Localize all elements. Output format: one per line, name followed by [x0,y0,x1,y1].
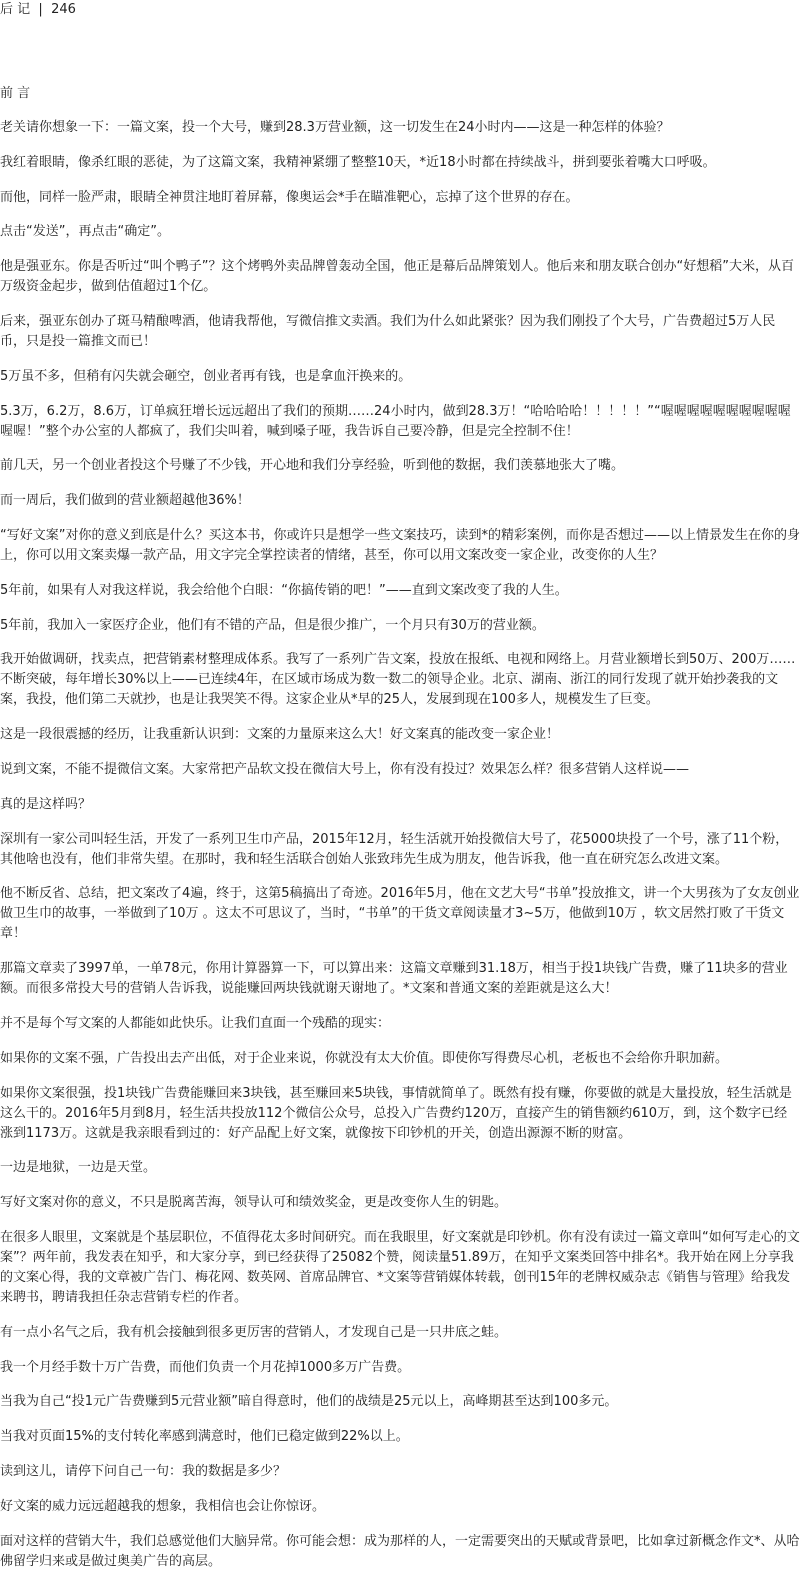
paragraph: 我开始做调研，找卖点，把营销素材整理成体系。我写了一系列广告文案，投放在报纸、电视和网络上。月营业额增长到50万、200万……不断突破，每年增长30%以上——已连续4年，在区域市场成为数一数二的领导企业。北京、湖南、浙江的同行发现了就开始抄袭我的文案，我投，他们第二天就抄，也是让我哭笑不得。这家企业从*早的25人，发展到现在100多人，规模发生了巨变。 [0,652,796,708]
paragraph: 后来，强亚东创办了斑马精酿啤酒，他请我帮他，写微信推文卖酒。我们为什么如此紧张？因为我们刚投了个大号，广告费超过5万人民币，只是投一篇推文而已！ [0,313,776,349]
paragraph: 真的是这样吗？ [0,796,92,812]
header-separator: | [38,2,43,17]
paragraph: 好文案的威力远远超越我的想象，我相信也会让你惊讶。 [0,1498,326,1514]
paragraph: 一边是地狱，一边是天堂。 [0,1160,157,1176]
paragraph: 他是强亚东。你是否听过“叫个鸭子”？这个烤鸭外卖品牌曾轰动全国，他正是幕后品牌策划人。他后来和朋友联合创办“好想稻”大米，从百万级资金起步，做到估值超过1个亿。 [0,259,794,295]
page-header [0,2,76,18]
paragraph: 当我为自己“投1元广告费赚到5元营业额”暗自得意时，他们的战绩是25元以上，高峰期甚至达到100多元。 [0,1394,618,1410]
paragraph: 并不是每个写文案的人都能如此快乐。让我们直面一个残酷的现实： [0,1015,391,1031]
page-number: 246 [51,2,76,17]
paragraph: 5.3万，6.2万，8.6万，订单疯狂增长远远超出了我们的预期……24小时内，做到28.3万！“哈哈哈哈！！！！！”“喔喔喔喔喔喔喔喔喔喔喔喔！”整个办公室的人都疯了，我们尖叫着，喊到嗓子哑，我告诉自己要冷静，但是完全控制不住！ [0,403,791,439]
body-text [0,118,800,1586]
paragraph: 5年前，如果有人对我这样说，我会给他个白眼：“你搞传销的吧！”——直到文案改变了我的人生。 [0,582,568,598]
paragraph: 5年前，我加入一家医疗企业，他们有不错的产品，但是很少推广，一个月只有30万的营业额。 [0,617,545,633]
paragraph: 前几天，另一个创业者投这个号赚了不少钱，开心地和我们分享经验，听到他的数据，我们羡慕地张大了嘴。 [0,458,625,474]
paragraph: 写好文案对你的意义，不只是脱离苦海，领导认可和绩效奖金，更是改变你人生的钥匙。 [0,1195,508,1211]
paragraph: 说到文案，不能不提微信文案。大家常把产品软文投在微信大号上，你有没有投过？效果怎么样？很多营销人这样说—— [0,761,690,777]
paragraph: 我红着眼睛，像杀红眼的恶徒，为了这篇文案，我精神紧绷了整整10天，*近18小时都在持续战斗，拼到要张着嘴大口呼吸。 [0,154,716,170]
paragraph: 我一个月经手数十万广告费，而他们负责一个月花掉1000多万广告费。 [0,1359,411,1375]
chapter-label: 后 记 [0,2,31,17]
paragraph: 如果你文案很强，投1块钱广告费能赚回来3块钱，甚至赚回来5块钱，事情就简单了。既然有投有赚，你要做的就是大量投放，轻生活就是这么干的。2016年5月到8月，轻生活共投放112个微信公众号，总投入广告费约120万，直接产生的销售额约610万，到，这个数字已经涨到1173万。这就是我亲眼看到过的：好产品配上好文案，就像按下印钞机的开关，创造出源源不断的财富。 [0,1085,792,1141]
paragraph: 读到这儿，请停下问自己一句：我的数据是多少？ [0,1463,287,1479]
paragraph: 老关请你想象一下：一篇文案，投一个大号，赚到28.3万营业额，这一切发生在24小时内——这是一种怎样的体验？ [0,120,670,135]
paragraph: 点击“发送”，再点击“确定”。 [0,224,170,240]
paragraph: 他不断反省、总结，把文案改了4遍，终于，这第5稿搞出了奇迹。2016年5月，他在文艺大号“书单”投放推文，讲一个大男孩为了女友创业做卫生巾的故事，一举做到了10万 。这太不可思议了，当时，“书单”的干货文章阅读量才3~5万，他做到10万 ，软文居然打败了干货文章！ [0,886,800,942]
paragraph: 面对这样的营销大牛，我们总感觉他们大脑异常。你可能会想：成为那样的人，一定需要突出的天赋或背景吧，比如拿过新概念作文*、从哈佛留学归来或是做过奥美广告的高层。 [0,1533,800,1569]
paragraph: 那篇文章卖了3997单，一单78元，你用计算器算一下，可以算出来：这篇文章赚到31.18万，相当于投1块钱广告费，赚了11块多的营业额。而很多常投大号的营销人告诉我，说能赚回两块钱就谢天谢地了。*文案和普通文案的差距就是这么大！ [0,961,788,997]
paragraph: 深圳有一家公司叫轻生活，开发了一系列卫生巾产品，2015年12月，轻生活就开始投微信大号了，花5000块投了一个号，涨了11个粉，其他啥也没有，他们非常失望。在那时，我和轻生活联合创始人张致玮先生成为朋友，他告诉我，他一直在研究怎么改进文案。 [0,831,789,867]
paragraph: 有一点小名气之后，我有机会接触到很多更厉害的营销人，才发现自己是一只井底之蛙。 [0,1324,508,1340]
paragraph: 在很多人眼里，文案就是个基层职位，不值得花太多时间研究。而在我眼里，好文案就是印钞机。你有没有读过一篇文章叫“如何写走心的文案”？两年前，我发表在知乎，和大家分享，到已经获得了25082个赞，阅读量51.89万，在知乎文案类回答中排名*。我开始在网上分享我的文案心得，我的文章被广告门、梅花网、数英网、首席品牌官、*文案等营销媒体转载，创刊15年的老牌权威杂志《销售与管理》给我发来聘书，聘请我担任杂志营销专栏的作者。 [0,1229,800,1305]
paragraph: “写好文案”对你的意义到底是什么？买这本书，你或许只是想学一些文案技巧，读到*的精彩案例，而你是否想过——以上情景发生在你的身上，你可以用文案卖爆一款产品，用文字完全掌控读者的情绪，甚至，你可以用文案改变一家企业，改变你的人生？ [0,527,800,563]
paragraph: 5万虽不多，但稍有闪失就会砸空，创业者再有钱，也是拿血汗换来的。 [0,368,412,384]
paragraph: 这是一段很震撼的经历，让我重新认识到：文案的力量原来这么大！好文案真的能改变一家企业！ [0,727,560,743]
paragraph: 而一周后，我们做到的营业额超越他36%！ [0,493,250,509]
paragraph: 而他，同样一脸严肃，眼睛全神贯注地盯着屏幕，像奥运会*手在瞄准靶心，忘掉了这个世界的存在。 [0,189,579,205]
paragraph: 如果你的文案不强，广告投出去产出低，对于企业来说，你就没有太大价值。即使你写得费尽心机，老板也不会给你升职加薪。 [0,1050,729,1066]
section-title: 前 言 [0,86,31,101]
paragraph: 当我对页面15%的支付转化率感到满意时，他们已稳定做到22%以上。 [0,1429,409,1445]
